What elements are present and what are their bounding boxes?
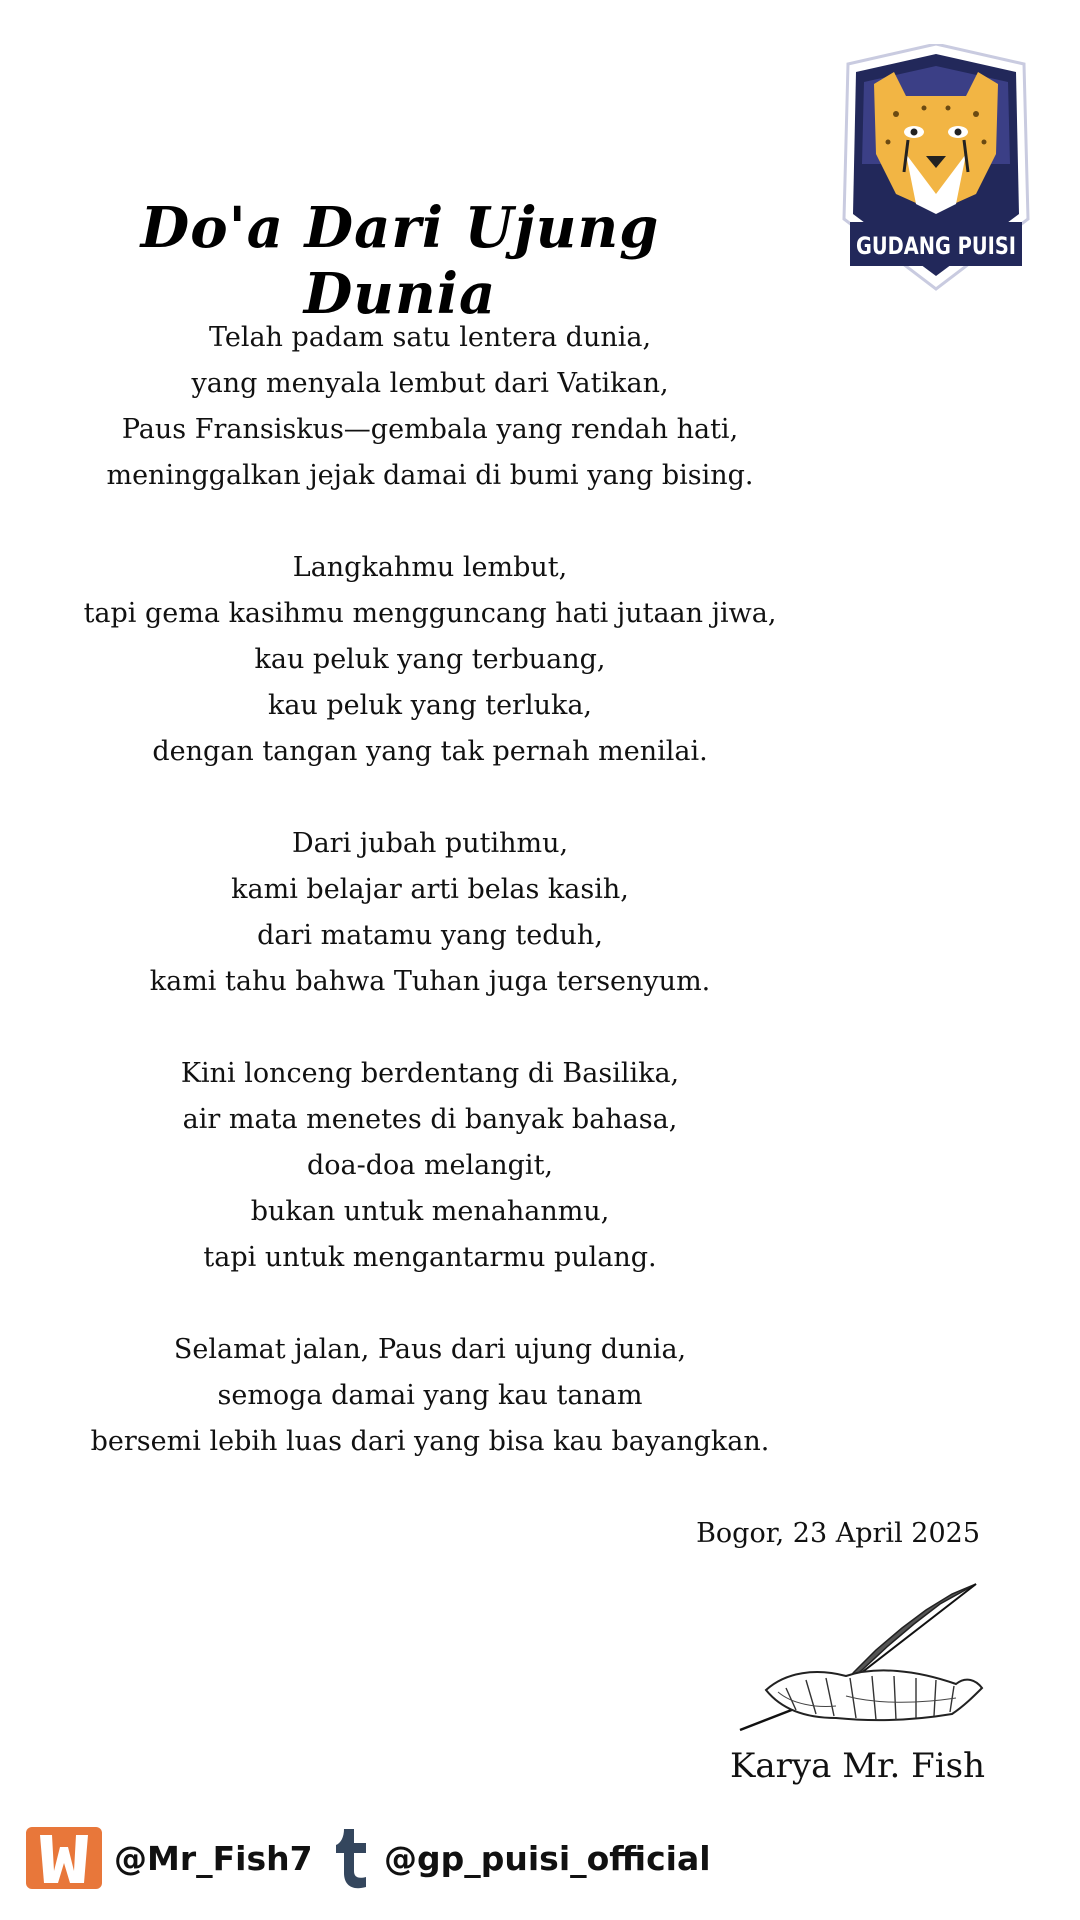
- gudang-puisi-logo: [836, 44, 1036, 294]
- poem-line: Langkahmu lembut,: [292, 552, 568, 583]
- quill-hand-icon: [726, 1580, 986, 1740]
- poem-line: bersemi lebih luas dari yang bisa kau bayangkan.: [90, 1426, 770, 1457]
- poem-title: Do'a Dari Ujung Dunia: [140, 195, 660, 327]
- wattpad-icon: [26, 1827, 102, 1889]
- social-wattpad[interactable]: [26, 1826, 313, 1890]
- poem-line: dengan tangan yang tak pernah menilai.: [152, 736, 708, 767]
- poem-line: tapi untuk mengantarmu pulang.: [203, 1242, 657, 1273]
- poem-body: [60, 315, 800, 1465]
- poem-line: meninggalkan jejak damai di bumi yang bising.: [106, 460, 754, 491]
- poem-line: tapi gema kasihmu mengguncang hati jutaan jiwa,: [83, 598, 777, 629]
- social-footer: [26, 1826, 1066, 1890]
- poem-stanza: [60, 1051, 800, 1281]
- poem-line: dari matamu yang teduh,: [257, 920, 603, 951]
- poem-stanza: [60, 1327, 800, 1465]
- tumblr-icon: [332, 1827, 372, 1889]
- social-tumblr[interactable]: [332, 1826, 711, 1890]
- place-date: Bogor, 23 April 2025: [696, 1518, 980, 1549]
- poem-line: yang menyala lembut dari Vatikan,: [191, 368, 669, 399]
- poem-line: air mata menetes di banyak bahasa,: [182, 1104, 678, 1135]
- poem-line: Selamat jalan, Paus dari ujung dunia,: [173, 1334, 687, 1365]
- wattpad-handle: @Mr_Fish7: [114, 1838, 313, 1878]
- poem-stanza: [60, 545, 800, 775]
- poem-line: kami belajar arti belas kasih,: [231, 874, 629, 905]
- logo-text: GUDANG PUISI: [856, 232, 1016, 260]
- poem-line: Dari jubah putihmu,: [291, 828, 569, 859]
- poem-line: bukan untuk menahanmu,: [250, 1196, 610, 1227]
- tumblr-handle: @gp_puisi_official: [384, 1838, 711, 1878]
- author-signature: Karya Mr. Fish: [730, 1746, 985, 1786]
- poem-stanza: [60, 821, 800, 1005]
- poem-line: kau peluk yang terluka,: [267, 690, 593, 721]
- poem-stanza: [60, 315, 800, 499]
- poem-line: kami tahu bahwa Tuhan juga tersenyum.: [149, 966, 711, 997]
- poem-line: Paus Fransiskus—gembala yang rendah hati,: [121, 414, 739, 445]
- poem-line: semoga damai yang kau tanam: [217, 1380, 643, 1411]
- poem-line: Kini lonceng berdentang di Basilika,: [180, 1058, 680, 1089]
- poem-line: Telah padam satu lentera dunia,: [208, 322, 652, 353]
- poem-line: doa-doa melangit,: [306, 1150, 554, 1181]
- poem-line: kau peluk yang terbuang,: [254, 644, 606, 675]
